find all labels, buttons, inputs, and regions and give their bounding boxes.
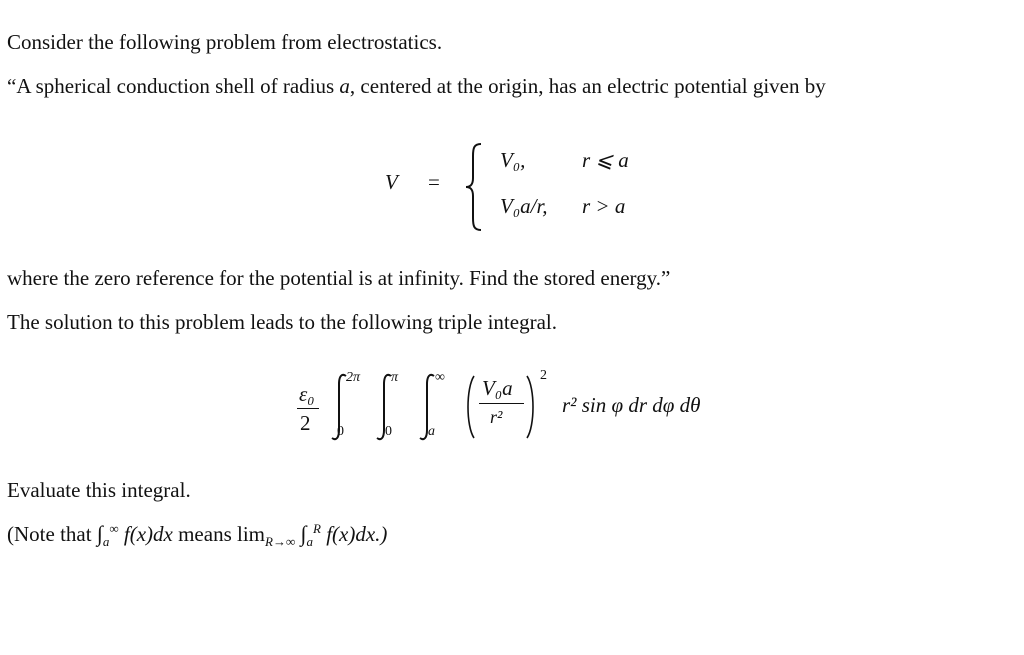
integral-sign-icon: ∫ <box>96 521 103 546</box>
note-int2-lower: a <box>306 534 313 550</box>
coefficient-fraction-bar <box>297 408 319 409</box>
equation-lhs: V <box>385 170 398 194</box>
zero-reference-text: where the zero reference for the potential is at infinity. Find the stored energy.” <box>7 266 671 290</box>
note-lim-sub: R→∞ <box>265 534 296 550</box>
integral1-lower: 0 <box>337 424 344 439</box>
note-fx: f(x)dx <box>123 522 173 546</box>
radius-variable: a <box>339 74 350 98</box>
equals-sign: = <box>428 170 440 194</box>
note-close: f(x)dx.) <box>326 522 388 546</box>
solution-text: The solution to this problem leads to the following triple integral. <box>7 310 557 334</box>
intro-text: Consider the following problem from electrostatics. <box>7 30 443 54</box>
inner-numerator: V₀a <box>482 376 513 400</box>
note-text <box>7 521 388 550</box>
integral2-lower: 0 <box>385 424 392 439</box>
note-int-lower: a <box>102 534 110 550</box>
case1-value: V₀, <box>500 148 526 172</box>
coefficient-numerator: ε₀ <box>299 382 315 406</box>
potential-equation <box>385 138 665 238</box>
evaluate-text: Evaluate this integral. <box>7 478 191 502</box>
inner-fraction-bar <box>479 403 524 404</box>
integral1-upper: 2π <box>346 370 361 385</box>
note-open: (Note that <box>7 522 97 546</box>
note-int-upper: ∞ <box>109 521 119 536</box>
note-means: means lim <box>172 522 265 546</box>
right-paren-icon <box>524 374 538 440</box>
integrand-tail: r² sin φ dr dφ dθ <box>562 393 701 417</box>
problem-statement <box>7 73 826 99</box>
case2-condition: r > a <box>582 194 626 218</box>
exponent: 2 <box>540 368 547 383</box>
problem-statement-start: “A spherical conduction shell of radius <box>7 74 340 98</box>
triple-integral <box>290 366 730 450</box>
left-brace-icon <box>463 142 485 232</box>
inner-denominator: r² <box>490 407 503 427</box>
integral2-upper: π <box>391 370 399 385</box>
case1-condition: r ⩽ a <box>582 148 629 172</box>
integral3-upper: ∞ <box>435 370 445 385</box>
integral3-lower: a <box>428 424 435 439</box>
problem-statement-end: , centered at the origin, has an electric potential given by <box>349 74 826 98</box>
left-paren-icon <box>463 374 477 440</box>
case2-value: V₀a/r, <box>500 194 548 218</box>
coefficient-denominator: 2 <box>300 411 311 435</box>
note-int2-upper: R <box>313 521 321 536</box>
integral-sign-icon: ∫ <box>300 521 307 546</box>
